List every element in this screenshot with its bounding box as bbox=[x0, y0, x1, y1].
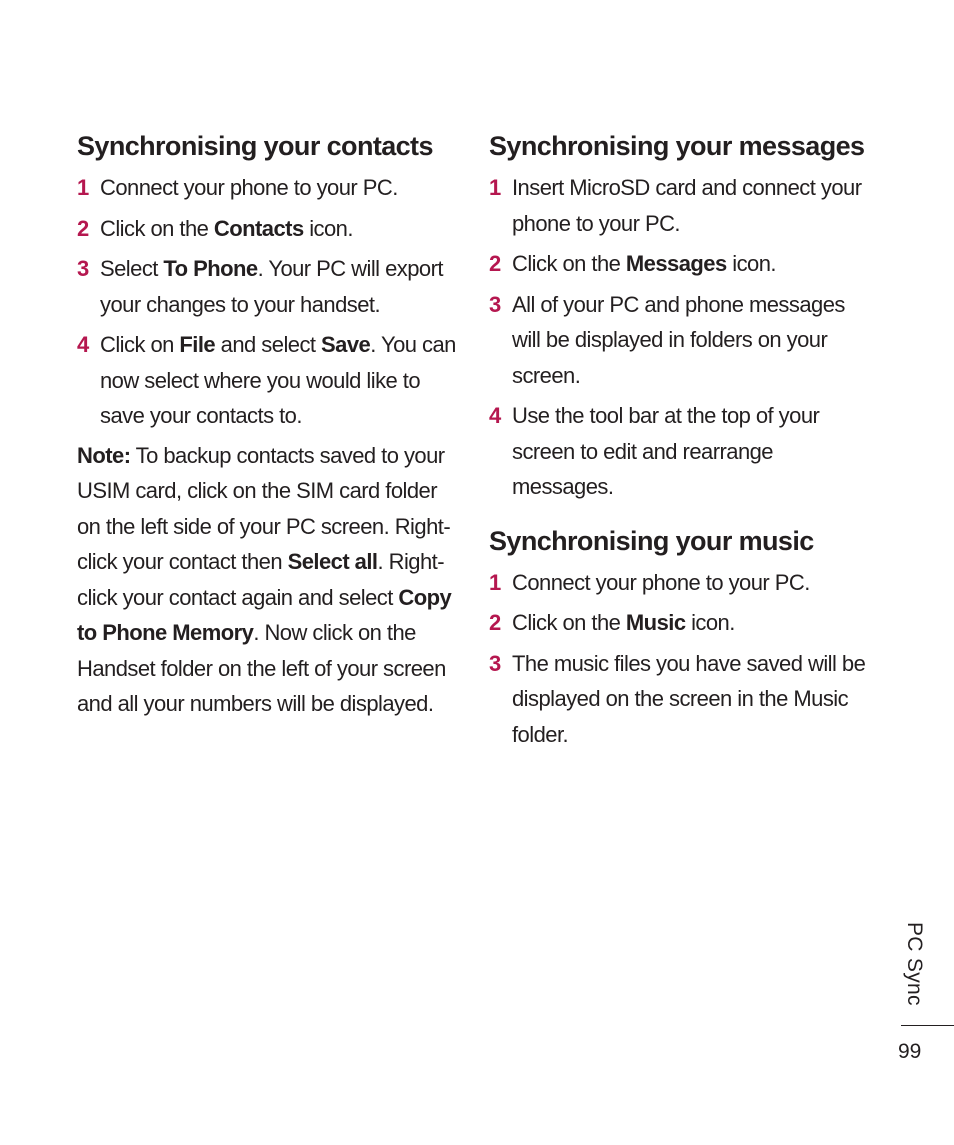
contacts-step-2 bbox=[77, 211, 457, 247]
contacts-section bbox=[77, 128, 457, 722]
contacts-icon-term: Contacts bbox=[213, 215, 304, 241]
step-text: icon. bbox=[303, 215, 353, 241]
note-text: . Right-click your contact again and select bbox=[77, 549, 444, 610]
music-section bbox=[489, 523, 869, 753]
messages-icon-term: Messages bbox=[625, 251, 727, 276]
messages-step-2 bbox=[489, 246, 869, 282]
messages-step-1 bbox=[489, 170, 869, 241]
step-text: The music files you have saved will be displayed on the screen in the Music folder. bbox=[512, 650, 866, 747]
music-heading: Synchronising your music bbox=[489, 525, 814, 556]
step-text: Connect your phone to your PC. bbox=[512, 569, 810, 595]
step-text: icon. bbox=[685, 610, 735, 635]
step-text: Insert MicroSD card and connect your phone to your PC. bbox=[512, 175, 862, 236]
music-step-1 bbox=[489, 565, 869, 601]
contacts-step-3 bbox=[77, 251, 457, 322]
music-step-2 bbox=[489, 605, 869, 641]
step-text: Select bbox=[100, 256, 164, 281]
contacts-steps bbox=[77, 170, 457, 434]
step-number: 4 bbox=[489, 403, 501, 428]
step-number: 2 bbox=[77, 215, 89, 241]
messages-step-4 bbox=[489, 398, 869, 505]
copy-to-phone-memory-term: Copy to Phone Memory bbox=[77, 584, 452, 645]
select-all-term: Select all bbox=[287, 549, 378, 574]
music-icon-term: Music bbox=[625, 610, 686, 635]
step-text: . Your PC will export your changes to your handset. bbox=[100, 256, 443, 317]
left-column bbox=[77, 128, 457, 722]
step-text: Connect your phone to your PC. bbox=[100, 175, 398, 200]
footer-divider bbox=[901, 1025, 954, 1026]
messages-section bbox=[489, 128, 869, 505]
contacts-note bbox=[77, 438, 457, 722]
music-step-3 bbox=[489, 646, 869, 753]
save-term: Save bbox=[321, 332, 371, 357]
contacts-step-4 bbox=[77, 327, 457, 434]
step-number: 3 bbox=[77, 256, 89, 281]
step-text: All of your PC and phone messages will be displayed in folders on your screen. bbox=[512, 291, 845, 388]
to-phone-term: To Phone bbox=[163, 256, 258, 281]
step-number: 3 bbox=[489, 650, 501, 676]
note-text: To backup contacts saved to your USIM card, click on the SIM card folder on the left side of your PC screen. Right-click your contact then bbox=[77, 442, 451, 574]
right-column bbox=[489, 128, 869, 752]
messages-steps bbox=[489, 170, 869, 505]
step-text: . You can now select where you would like to save your contacts to. bbox=[100, 332, 456, 428]
note-label: Note: bbox=[77, 442, 131, 468]
note-text: . Now click on the Handset folder on the left of your screen and all your numbers will be displayed. bbox=[77, 620, 446, 716]
step-number: 3 bbox=[489, 291, 501, 317]
page-number: 99 bbox=[898, 1040, 922, 1063]
step-number: 2 bbox=[489, 610, 501, 635]
step-text: and select bbox=[215, 332, 322, 357]
step-number: 1 bbox=[489, 175, 501, 200]
messages-heading: Synchronising your messages bbox=[489, 131, 865, 161]
step-text: Click on the bbox=[100, 215, 214, 241]
step-number: 1 bbox=[489, 569, 501, 595]
step-text: Click on the bbox=[512, 251, 626, 276]
file-term: File bbox=[179, 332, 216, 357]
section-label: PC Sync bbox=[903, 922, 926, 1006]
contacts-step-1 bbox=[77, 170, 457, 206]
messages-step-3 bbox=[489, 287, 869, 394]
contacts-heading: Synchronising your contacts bbox=[77, 131, 433, 161]
step-number: 2 bbox=[489, 251, 501, 276]
step-text: Click on bbox=[100, 332, 180, 357]
step-number: 1 bbox=[77, 175, 89, 200]
music-steps bbox=[489, 565, 869, 753]
step-text: Use the tool bar at the top of your screen to edit and rearrange messages. bbox=[512, 403, 820, 499]
step-text: Click on the bbox=[512, 610, 626, 635]
step-text: icon. bbox=[726, 251, 776, 276]
step-number: 4 bbox=[77, 332, 89, 357]
